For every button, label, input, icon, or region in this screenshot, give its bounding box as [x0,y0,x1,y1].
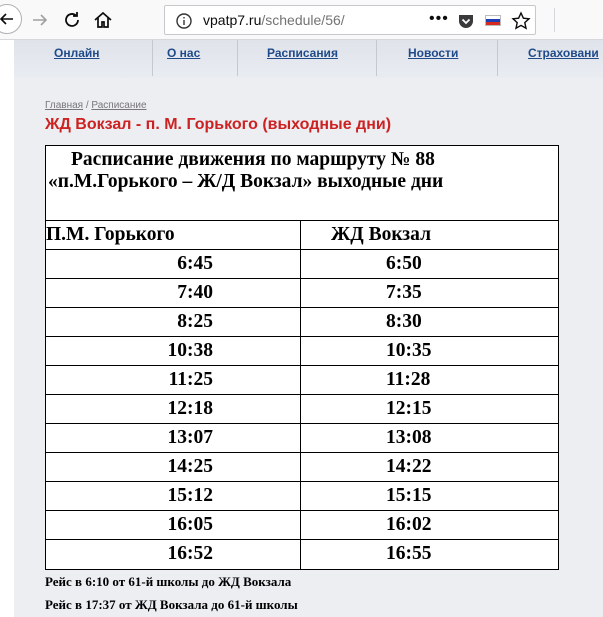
schedule-note: Рейс в 17:37 от ЖД Вокзала до 61-й школы [45,597,298,612]
table-row [46,482,558,511]
departure-time-gorkogo: 8:25 [46,308,301,336]
table-row [46,366,558,395]
info-icon[interactable] [175,12,193,30]
departure-time-gorkogo: 13:07 [46,424,301,452]
back-arrow-icon [0,12,14,26]
departure-time-vokzal: 16:55 [386,543,432,564]
departure-time-vokzal: 7:35 [386,282,422,303]
forward-arrow-icon [28,8,52,32]
menu-separator [152,40,153,76]
page-actions-icon[interactable]: ••• [429,10,449,27]
table-row [46,250,558,279]
departure-time-gorkogo: 15:12 [46,482,301,510]
reload-button[interactable] [60,8,84,32]
departure-time-gorkogo: 11:25 [46,366,301,394]
departure-time-gorkogo: 16:52 [46,540,301,569]
russia-flag-icon[interactable] [485,15,501,26]
table-row [46,337,558,366]
menu-item-about[interactable]: О нас [167,46,201,60]
table-row [46,308,558,337]
departure-time-gorkogo: 14:25 [46,453,301,481]
departure-time-vokzal: 10:35 [386,340,432,361]
menu-separator [237,40,238,76]
schedule-note: Рейс в 6:10 от 61-й школы до ЖД Вокзала [45,574,292,589]
departure-time-vokzal: 11:28 [386,369,431,390]
departure-time-vokzal: 8:30 [386,311,422,332]
home-button[interactable] [91,8,115,32]
breadcrumb [45,100,147,111]
departure-time-vokzal: 13:08 [386,427,432,448]
schedule-heading-line2: «п.М.Горького – Ж/Д Вокзал» выходные дни [48,171,444,192]
bookmark-star-icon[interactable] [511,11,531,31]
menu-separator [376,40,377,76]
breadcrumb-home-link[interactable]: Главная [45,100,84,111]
breadcrumb-separator: / [85,100,89,111]
table-row [46,453,558,482]
departure-time-gorkogo: 7:40 [46,279,301,307]
table-row [46,279,558,308]
departure-time-vokzal: 15:15 [386,485,432,506]
menu-item-insurance[interactable]: Страховани [528,46,599,60]
url-path: /schedule/56/ [261,12,345,28]
page-title: ЖД Вокзал - п. М. Горького (выходные дни) [45,116,392,133]
reload-icon [60,8,84,32]
table-row [46,424,558,453]
url-text[interactable] [203,12,345,28]
browser-toolbar [0,0,603,40]
forward-button[interactable] [28,8,52,32]
table-row [46,511,558,540]
schedule-heading-line1: Расписание движения по маршруту № 88 [71,149,435,170]
table-row [46,395,558,424]
address-bar[interactable] [164,5,536,35]
column-header-gorkogo: П.М. Горького [46,221,301,249]
table-row [46,540,558,569]
departure-time-vokzal: 16:02 [386,514,432,535]
back-button[interactable] [0,4,22,34]
column-header-vokzal: ЖД Вокзал [331,224,432,245]
departure-time-gorkogo: 12:18 [46,395,301,423]
menu-item-news[interactable]: Новости [408,46,459,60]
home-icon [91,8,115,32]
departure-time-gorkogo: 10:38 [46,337,301,365]
departure-time-gorkogo: 16:05 [46,511,301,539]
breadcrumb-current-link[interactable]: Расписание [91,100,147,111]
menu-separator [497,40,498,76]
table-header-row [46,221,558,250]
departure-time-vokzal: 6:50 [386,253,422,274]
schedule-table [45,145,559,570]
menu-item-online[interactable]: Онлайн [54,46,100,60]
departure-time-gorkogo: 6:45 [46,250,301,278]
departure-time-vokzal: 12:15 [386,398,432,419]
toolbar-divider [554,8,555,32]
pocket-icon[interactable] [457,12,475,30]
departure-time-vokzal: 14:22 [386,456,432,477]
schedule-heading [46,146,558,221]
url-host: vpatp7.ru [203,12,262,28]
menu-item-schedules[interactable]: Расписания [267,46,338,60]
